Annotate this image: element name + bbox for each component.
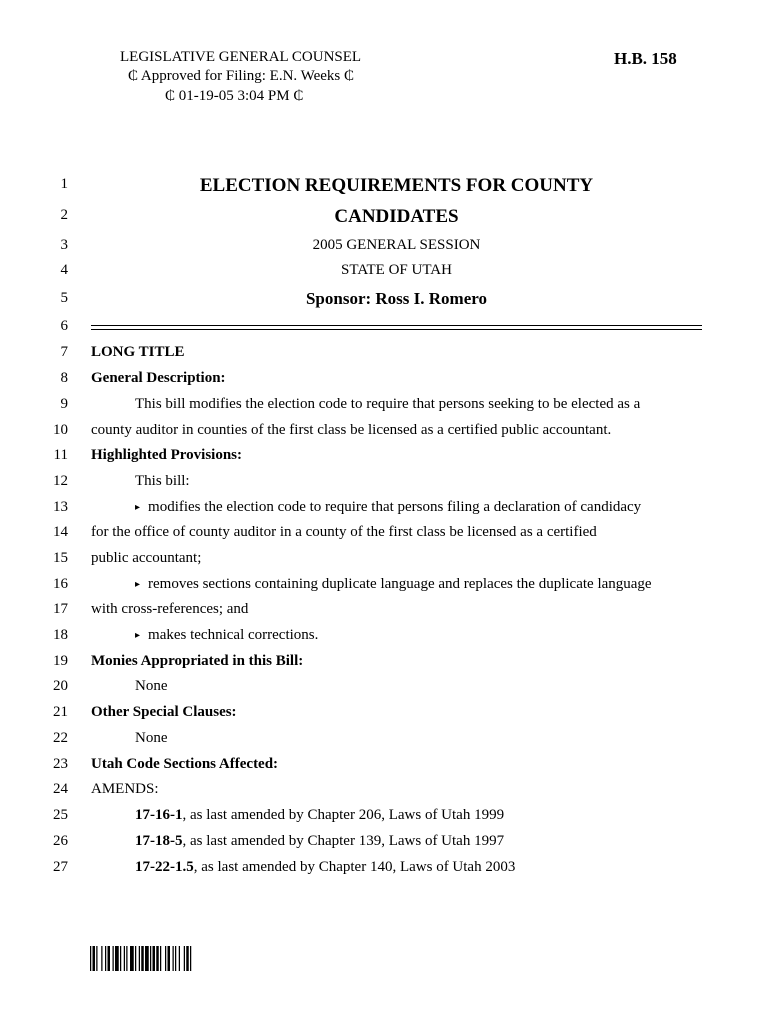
general-description-heading: General Description: (91, 370, 226, 386)
line-number: 25 (53, 807, 68, 823)
amends-label: AMENDS: (91, 781, 159, 797)
bill-title-line2: CANDIDATES (334, 206, 459, 227)
long-title-heading: LONG TITLE (91, 344, 185, 360)
bullet-text: removes sections containing duplicate language and replaces the duplicate language (148, 576, 652, 592)
divider-top (91, 325, 702, 326)
triangle-bullet-icon: ▸ (135, 502, 141, 513)
this-bill-text: This bill: (135, 473, 190, 489)
section-code: 17-22-1.5 (135, 859, 194, 875)
amended-section (135, 807, 504, 824)
bill-title-line1: ELECTION REQUIREMENTS FOR COUNTY (199, 175, 594, 196)
line-number: 6 (60, 318, 68, 334)
sponsor: Sponsor: Ross I. Romero (305, 289, 488, 308)
section-code: 17-16-1 (135, 807, 183, 823)
section-history: , as last amended by Chapter 206, Laws of Utah 1999 (182, 807, 505, 823)
line-number: 15 (53, 550, 68, 566)
line-number: 21 (53, 704, 68, 720)
section-code: 17-18-5 (135, 833, 183, 849)
line-number: 26 (53, 833, 68, 849)
line-number: 22 (53, 730, 68, 746)
line-number: 11 (53, 447, 68, 463)
line-number: 17 (53, 601, 68, 617)
line-number: 13 (53, 499, 68, 515)
bullet-item (135, 627, 318, 644)
bullet-item (135, 499, 641, 516)
triangle-bullet-icon: ▸ (135, 579, 141, 590)
session: 2005 GENERAL SESSION (312, 237, 481, 253)
header-approval: ₵ Approved for Filing: E.N. Weeks ₵ (128, 68, 355, 84)
line-number: 14 (53, 524, 68, 540)
divider-bottom (91, 329, 702, 330)
bullet-text: makes technical corrections. (148, 627, 319, 643)
line-number: 20 (53, 678, 68, 694)
line-number: 18 (53, 627, 68, 643)
monies-value: None (135, 678, 168, 694)
amended-section (135, 833, 504, 850)
line-number: 3 (60, 237, 68, 253)
monies-heading: Monies Appropriated in this Bill: (91, 653, 304, 669)
line-number: 7 (60, 344, 68, 360)
bullet-text: modifies the election code to require that persons filing a declaration of candidacy (148, 499, 642, 515)
code-sections-heading: Utah Code Sections Affected: (91, 756, 279, 772)
special-clauses-value: None (135, 730, 168, 746)
bullet-continuation: for the office of county auditor in a county of the first class be licensed as a certified (91, 524, 597, 540)
bullet-continuation: public accountant; (91, 550, 202, 566)
highlighted-provisions-heading: Highlighted Provisions: (91, 447, 242, 463)
description-line: This bill modifies the election code to require that persons seeking to be elected as a (135, 396, 641, 412)
line-number: 5 (60, 290, 68, 306)
bill-number: H.B. 158 (614, 49, 677, 68)
line-number: 10 (53, 422, 68, 438)
line-number: 27 (53, 859, 68, 875)
line-number: 4 (60, 262, 68, 278)
line-number: 12 (53, 473, 68, 489)
line-number: 8 (60, 370, 68, 386)
header-timestamp: ₵ 01-19-05 3:04 PM ₵ (165, 88, 304, 104)
line-number: 23 (53, 756, 68, 772)
line-number: 19 (53, 653, 68, 669)
line-number: 9 (60, 396, 68, 412)
triangle-bullet-icon: ▸ (135, 630, 141, 641)
description-line: county auditor in counties of the first class be licensed as a certified public accountant. (91, 422, 612, 438)
section-history: , as last amended by Chapter 140, Laws of Utah 2003 (193, 859, 516, 875)
amended-section (135, 859, 515, 876)
special-clauses-heading: Other Special Clauses: (91, 704, 237, 720)
line-number: 24 (53, 781, 68, 797)
state: STATE OF UTAH (341, 262, 452, 278)
header-counsel: LEGISLATIVE GENERAL COUNSEL (120, 49, 362, 65)
line-number: 1 (60, 176, 68, 192)
bullet-continuation: with cross-references; and (91, 601, 249, 617)
line-number: 2 (60, 207, 68, 223)
line-number: 16 (53, 576, 68, 592)
bullet-item (135, 576, 652, 593)
barcode-icon (90, 946, 232, 971)
section-history: , as last amended by Chapter 139, Laws of Utah 1997 (182, 833, 505, 849)
